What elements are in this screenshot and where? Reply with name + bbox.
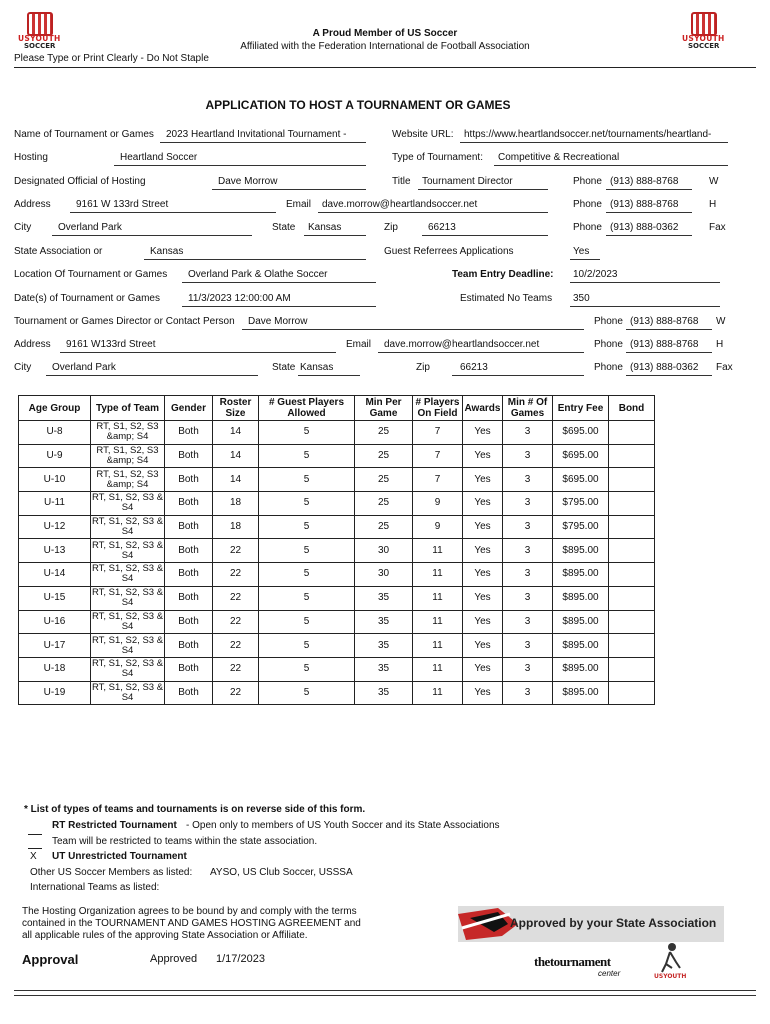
guest-players-cell: 5 xyxy=(259,492,355,516)
table-row xyxy=(19,492,655,516)
table-row xyxy=(19,444,655,468)
director-label: Tournament or Games Director or Contact Person xyxy=(14,316,235,327)
rt-desc: - Open only to members of US Youth Soccer and its State Associations xyxy=(186,820,500,831)
col-header: # Players On Field xyxy=(413,396,463,421)
players-on-field-cell: 11 xyxy=(413,610,463,634)
min-per-game-cell: 25 xyxy=(355,444,413,468)
min-per-game-cell: 25 xyxy=(355,468,413,492)
roster-size-cell: 18 xyxy=(213,492,259,516)
logo-subtext: SOCCER xyxy=(24,42,56,50)
roster-size-cell: 18 xyxy=(213,515,259,539)
dir-state-value: Kansas xyxy=(300,362,334,373)
website-label: Website URL: xyxy=(392,129,454,140)
table-row xyxy=(19,515,655,539)
dir-state-underline xyxy=(298,375,360,376)
tournament-center-logo xyxy=(534,954,611,970)
gender-cell: Both xyxy=(165,586,213,610)
min-games-cell: 3 xyxy=(503,468,553,492)
age-group-cell: U-13 xyxy=(19,539,91,563)
table-row xyxy=(19,421,655,445)
location-value: Overland Park & Olathe Soccer xyxy=(188,269,328,280)
dir-address-underline xyxy=(60,352,336,353)
guest-players-cell: 5 xyxy=(259,657,355,681)
bond-cell xyxy=(609,586,655,610)
min-per-game-cell: 35 xyxy=(355,681,413,705)
age-group-cell: U-16 xyxy=(19,610,91,634)
age-group-cell: U-14 xyxy=(19,563,91,587)
header-divider xyxy=(14,67,756,68)
email-value[interactable]: dave.morrow@heartlandsoccer.net xyxy=(322,199,478,210)
gender-cell: Both xyxy=(165,492,213,516)
state-underline xyxy=(304,235,366,236)
city-value: Overland Park xyxy=(58,222,122,233)
dir-address-value: 9161 W133rd Street xyxy=(66,339,156,350)
guest-players-cell: 5 xyxy=(259,610,355,634)
roster-size-cell: 22 xyxy=(213,681,259,705)
min-per-game-cell: 25 xyxy=(355,492,413,516)
entry-fee-cell: $695.00 xyxy=(553,421,609,445)
dates-label: Date(s) of Tournament or Games xyxy=(14,293,160,304)
guest-players-cell: 5 xyxy=(259,421,355,445)
players-on-field-cell: 7 xyxy=(413,468,463,492)
name-value: 2023 Heartland Invitational Tournament - xyxy=(166,129,347,140)
list-note: * List of types of teams and tournaments is on reverse side of this form. xyxy=(24,804,366,815)
guest-players-cell: 5 xyxy=(259,634,355,658)
name-underline xyxy=(160,142,366,143)
dir-phone-w-underline xyxy=(626,329,712,330)
deadline-label: Team Entry Deadline: xyxy=(452,269,554,280)
entry-fee-cell: $795.00 xyxy=(553,515,609,539)
location-underline xyxy=(182,282,376,283)
website-value[interactable]: https://www.heartlandsoccer.net/tournaments/heartland- xyxy=(464,129,712,140)
official-underline xyxy=(212,189,366,190)
state-association-banner xyxy=(458,906,724,986)
roster-size-cell: 22 xyxy=(213,634,259,658)
dir-email-underline xyxy=(378,352,584,353)
gender-cell: Both xyxy=(165,515,213,539)
table-header-row xyxy=(19,396,655,421)
guest-players-cell: 5 xyxy=(259,563,355,587)
team-type-cell: RT, S1, S2, S3 & S4 xyxy=(91,492,164,514)
dir-phone-w-label: Phone xyxy=(594,316,623,327)
players-on-field-cell: 7 xyxy=(413,444,463,468)
dir-phone-h-underline xyxy=(626,352,712,353)
team-type-cell: RT, S1, S2, S3 & S4 xyxy=(91,681,164,703)
bond-cell xyxy=(609,681,655,705)
guest-players-cell: 5 xyxy=(259,515,355,539)
bond-cell xyxy=(609,539,655,563)
awards-cell: Yes xyxy=(463,492,503,516)
hosting-label: Hosting xyxy=(14,152,48,163)
min-games-cell: 3 xyxy=(503,492,553,516)
dir-phone-fax-value: (913) 888-0362 xyxy=(630,362,699,373)
awards-cell: Yes xyxy=(463,610,503,634)
guest-players-cell: 5 xyxy=(259,681,355,705)
address-label: Address xyxy=(14,199,51,210)
phone-fax-underline xyxy=(606,235,692,236)
zip-value: 66213 xyxy=(428,222,456,233)
col-header: # Guest Players Allowed xyxy=(259,396,355,421)
guest-players-cell: 5 xyxy=(259,444,355,468)
dir-phone-w-value: (913) 888-8768 xyxy=(630,316,699,327)
age-group-cell: U-12 xyxy=(19,515,91,539)
zip-underline xyxy=(422,235,548,236)
logo-text: USYOUTH xyxy=(18,34,61,43)
roster-size-cell: 22 xyxy=(213,657,259,681)
bond-cell xyxy=(609,492,655,516)
rt-checkbox[interactable] xyxy=(28,834,42,835)
awards-cell: Yes xyxy=(463,563,503,587)
email-label: Email xyxy=(286,199,312,210)
table-row xyxy=(19,539,655,563)
dir-phone-h-value: (913) 888-8768 xyxy=(630,339,699,350)
state-label: State xyxy=(272,222,296,233)
logo-subtext: SOCCER xyxy=(688,42,720,50)
min-per-game-cell: 30 xyxy=(355,563,413,587)
col-header: Min # Of Games xyxy=(503,396,553,421)
min-games-cell: 3 xyxy=(503,563,553,587)
ut-checkbox[interactable] xyxy=(28,848,42,849)
table-row xyxy=(19,610,655,634)
awards-cell: Yes xyxy=(463,444,503,468)
type-underline xyxy=(494,165,728,166)
guest-ref-value: Yes xyxy=(573,246,590,257)
roster-size-cell: 14 xyxy=(213,444,259,468)
awards-cell: Yes xyxy=(463,515,503,539)
member-line: A Proud Member of US Soccer xyxy=(312,28,458,39)
h-suffix: H xyxy=(709,199,717,210)
entry-fee-cell: $895.00 xyxy=(553,657,609,681)
est-teams-value: 350 xyxy=(573,293,590,304)
name-label: Name of Tournament or Games xyxy=(14,129,154,140)
awards-cell: Yes xyxy=(463,586,503,610)
phone-w-label: Phone xyxy=(573,176,602,187)
dir-h-suffix: H xyxy=(716,339,724,350)
min-games-cell: 3 xyxy=(503,610,553,634)
players-on-field-cell: 9 xyxy=(413,492,463,516)
entry-fee-cell: $895.00 xyxy=(553,610,609,634)
dir-zip-underline xyxy=(452,375,584,376)
min-games-cell: 3 xyxy=(503,421,553,445)
roster-size-cell: 14 xyxy=(213,421,259,445)
title-value: Tournament Director xyxy=(422,176,513,187)
email-underline xyxy=(318,212,548,213)
city-label: City xyxy=(14,222,32,233)
type-value: Competitive & Recreational xyxy=(498,152,620,163)
team-type-cell: RT, S1, S2, S3 &amp; S4 xyxy=(91,444,165,468)
age-group-cell: U-18 xyxy=(19,657,91,681)
deadline-underline xyxy=(570,282,720,283)
dir-email-value[interactable]: dave.morrow@heartlandsoccer.net xyxy=(384,339,540,350)
hosting-value: Heartland Soccer xyxy=(120,152,198,163)
roster-size-cell: 22 xyxy=(213,563,259,587)
players-on-field-cell: 11 xyxy=(413,657,463,681)
approval-status: Approved xyxy=(150,953,198,965)
gender-cell: Both xyxy=(165,634,213,658)
bond-cell xyxy=(609,563,655,587)
awards-cell: Yes xyxy=(463,634,503,658)
dir-city-value: Overland Park xyxy=(52,362,116,373)
table-body xyxy=(19,421,655,705)
guest-players-cell: 5 xyxy=(259,539,355,563)
w-suffix: W xyxy=(709,176,719,187)
gender-cell: Both xyxy=(165,421,213,445)
director-value: Dave Morrow xyxy=(248,316,308,327)
roster-size-cell: 22 xyxy=(213,586,259,610)
col-header: Entry Fee xyxy=(553,396,609,421)
col-header: Gender xyxy=(165,396,213,421)
dir-w-suffix: W xyxy=(716,316,726,327)
gender-cell: Both xyxy=(165,539,213,563)
age-group-cell: U-8 xyxy=(19,421,91,445)
svg-text:USYOUTH: USYOUTH xyxy=(654,973,686,980)
agreement-line-2: contained in the TOURNAMENT AND GAMES HOSTING AGREEMENT and xyxy=(22,918,361,929)
phone-fax-value: (913) 888-0362 xyxy=(610,222,679,233)
est-teams-label: Estimated No Teams xyxy=(460,293,553,304)
players-on-field-cell: 11 xyxy=(413,681,463,705)
age-group-table xyxy=(18,395,655,705)
banner-text: Approved by your State Association xyxy=(510,916,717,930)
type-label: Type of Tournament: xyxy=(392,152,483,163)
awards-cell: Yes xyxy=(463,421,503,445)
col-header: Age Group xyxy=(19,396,91,421)
dir-phone-fax-label: Phone xyxy=(594,362,623,373)
guest-players-cell: 5 xyxy=(259,586,355,610)
official-value: Dave Morrow xyxy=(218,176,278,187)
bond-cell xyxy=(609,468,655,492)
other-label: Other US Soccer Members as listed: xyxy=(30,867,193,878)
address-value: 9161 W 133rd Street xyxy=(76,199,169,210)
affiliation-line: Affiliated with the Federation International de Football Association xyxy=(240,41,530,52)
team-type-cell: RT, S1, S2, S3 & S4 xyxy=(91,634,164,656)
dir-phone-h-label: Phone xyxy=(594,339,623,350)
team-type-cell: RT, S1, S2, S3 & S4 xyxy=(91,539,164,561)
awards-cell: Yes xyxy=(463,468,503,492)
entry-fee-cell: $895.00 xyxy=(553,539,609,563)
guest-ref-underline xyxy=(570,259,600,260)
age-group-cell: U-11 xyxy=(19,492,91,516)
min-games-cell: 3 xyxy=(503,634,553,658)
table-row xyxy=(19,681,655,705)
ut-checkbox-mark[interactable]: X xyxy=(30,851,37,862)
table-row xyxy=(19,657,655,681)
dir-address-label: Address xyxy=(14,339,51,350)
bond-cell xyxy=(609,515,655,539)
dir-fax-suffix: Fax xyxy=(716,362,733,373)
gender-cell: Both xyxy=(165,563,213,587)
title-underline xyxy=(418,189,548,190)
awards-cell: Yes xyxy=(463,539,503,563)
col-header: Min Per Game xyxy=(355,396,413,421)
players-on-field-cell: 9 xyxy=(413,515,463,539)
us-youth-soccer-mini-logo xyxy=(654,942,686,982)
table-row xyxy=(19,586,655,610)
city-underline xyxy=(52,235,252,236)
min-games-cell: 3 xyxy=(503,657,553,681)
col-header: Awards xyxy=(463,396,503,421)
fax-suffix: Fax xyxy=(709,222,726,233)
state-assoc-underline xyxy=(144,259,366,260)
age-group-cell: U-17 xyxy=(19,634,91,658)
min-games-cell: 3 xyxy=(503,586,553,610)
table-row xyxy=(19,634,655,658)
min-per-game-cell: 35 xyxy=(355,657,413,681)
min-per-game-cell: 35 xyxy=(355,610,413,634)
director-underline xyxy=(242,329,584,330)
tournament-center-logo-text: thetournament xyxy=(534,954,611,969)
age-group-cell: U-19 xyxy=(19,681,91,705)
players-on-field-cell: 11 xyxy=(413,586,463,610)
entry-fee-cell: $695.00 xyxy=(553,468,609,492)
min-games-cell: 3 xyxy=(503,681,553,705)
instruction-text: Please Type or Print Clearly - Do Not Staple xyxy=(14,53,209,64)
age-group-cell: U-9 xyxy=(19,444,91,468)
phone-w-underline xyxy=(606,189,692,190)
agreement-line-1: The Hosting Organization agrees to be bound by and comply with the terms xyxy=(22,906,357,917)
title-label: Title xyxy=(392,176,411,187)
gender-cell: Both xyxy=(165,657,213,681)
entry-fee-cell: $895.00 xyxy=(553,586,609,610)
footer-rule-1 xyxy=(14,990,756,991)
intl-label: International Teams as listed: xyxy=(30,882,160,893)
phone-h-label: Phone xyxy=(573,199,602,210)
min-games-cell: 3 xyxy=(503,444,553,468)
awards-cell: Yes xyxy=(463,657,503,681)
player-icon xyxy=(654,942,686,982)
bond-cell xyxy=(609,421,655,445)
min-per-game-cell: 25 xyxy=(355,515,413,539)
zip-label: Zip xyxy=(384,222,398,233)
dir-state-label: State xyxy=(272,362,296,373)
guest-players-cell: 5 xyxy=(259,468,355,492)
bond-cell xyxy=(609,610,655,634)
other-value: AYSO, US Club Soccer, USSSA xyxy=(210,867,353,878)
address-underline xyxy=(70,212,276,213)
dates-underline xyxy=(182,306,376,307)
min-per-game-cell: 35 xyxy=(355,586,413,610)
footer-rule-2 xyxy=(14,995,756,996)
phone-h-value: (913) 888-8768 xyxy=(610,199,679,210)
state-assoc-label: State Association or xyxy=(14,246,103,257)
page-title: APPLICATION TO HOST A TOURNAMENT OR GAMES xyxy=(205,98,511,112)
roster-size-cell: 22 xyxy=(213,539,259,563)
dates-value: 11/3/2023 12:00:00 AM xyxy=(188,293,291,304)
approval-label: Approval xyxy=(22,952,79,967)
min-per-game-cell: 25 xyxy=(355,421,413,445)
rt-desc-2: Team will be restricted to teams within the state association. xyxy=(52,836,318,847)
team-type-cell: RT, S1, S2, S3 &amp; S4 xyxy=(91,421,165,445)
players-on-field-cell: 11 xyxy=(413,539,463,563)
dir-phone-fax-underline xyxy=(626,375,712,376)
table-row xyxy=(19,468,655,492)
col-header: Bond xyxy=(609,396,655,421)
hosting-underline xyxy=(114,165,366,166)
phone-h-underline xyxy=(606,212,692,213)
website-underline xyxy=(460,142,728,143)
min-games-cell: 3 xyxy=(503,515,553,539)
gender-cell: Both xyxy=(165,444,213,468)
gender-cell: Both xyxy=(165,681,213,705)
min-games-cell: 3 xyxy=(503,539,553,563)
rt-title: RT Restricted Tournament xyxy=(52,820,177,831)
bond-cell xyxy=(609,444,655,468)
col-header: Type of Team xyxy=(91,396,165,421)
age-group-cell: U-10 xyxy=(19,468,91,492)
team-type-cell: RT, S1, S2, S3 & S4 xyxy=(91,658,164,680)
min-per-game-cell: 30 xyxy=(355,539,413,563)
age-group-cell: U-15 xyxy=(19,586,91,610)
entry-fee-cell: $795.00 xyxy=(553,492,609,516)
ut-title: UT Unrestricted Tournament xyxy=(52,851,187,862)
phone-fax-label: Phone xyxy=(573,222,602,233)
gender-cell: Both xyxy=(165,610,213,634)
state-assoc-value: Kansas xyxy=(150,246,184,257)
est-teams-underline xyxy=(570,306,720,307)
dir-zip-label: Zip xyxy=(416,362,430,373)
phone-w-value: (913) 888-8768 xyxy=(610,176,679,187)
official-label: Designated Official of Hosting xyxy=(14,176,146,187)
bond-cell xyxy=(609,634,655,658)
players-on-field-cell: 11 xyxy=(413,634,463,658)
dir-zip-value: 66213 xyxy=(460,362,488,373)
col-header: Roster Size xyxy=(213,396,259,421)
entry-fee-cell: $695.00 xyxy=(553,444,609,468)
players-on-field-cell: 11 xyxy=(413,563,463,587)
deadline-value: 10/2/2023 xyxy=(573,269,618,280)
state-value: Kansas xyxy=(308,222,342,233)
logo-text: USYOUTH xyxy=(682,34,725,43)
tournament-center-logo-sub: center xyxy=(598,969,621,978)
min-per-game-cell: 35 xyxy=(355,634,413,658)
gender-cell: Both xyxy=(165,468,213,492)
entry-fee-cell: $895.00 xyxy=(553,681,609,705)
bond-cell xyxy=(609,657,655,681)
roster-size-cell: 14 xyxy=(213,468,259,492)
guest-ref-label: Guest Referrees Applications xyxy=(384,246,514,257)
roster-size-cell: 22 xyxy=(213,610,259,634)
awards-cell: Yes xyxy=(463,681,503,705)
team-type-cell: RT, S1, S2, S3 & S4 xyxy=(91,516,164,538)
players-on-field-cell: 7 xyxy=(413,421,463,445)
dir-city-underline xyxy=(46,375,258,376)
approval-date: 1/17/2023 xyxy=(216,953,265,965)
table-row xyxy=(19,563,655,587)
team-type-cell: RT, S1, S2, S3 & S4 xyxy=(91,563,164,585)
location-label: Location Of Tournament or Games xyxy=(14,269,168,280)
entry-fee-cell: $895.00 xyxy=(553,563,609,587)
team-type-cell: RT, S1, S2, S3 &amp; S4 xyxy=(91,468,165,492)
team-type-cell: RT, S1, S2, S3 & S4 xyxy=(91,587,164,609)
dir-email-label: Email xyxy=(346,339,372,350)
dir-city-label: City xyxy=(14,362,32,373)
agreement-line-3: all applicable rules of the approving State Association or Affiliate. xyxy=(22,930,308,941)
entry-fee-cell: $895.00 xyxy=(553,634,609,658)
team-type-cell: RT, S1, S2, S3 & S4 xyxy=(91,610,164,632)
